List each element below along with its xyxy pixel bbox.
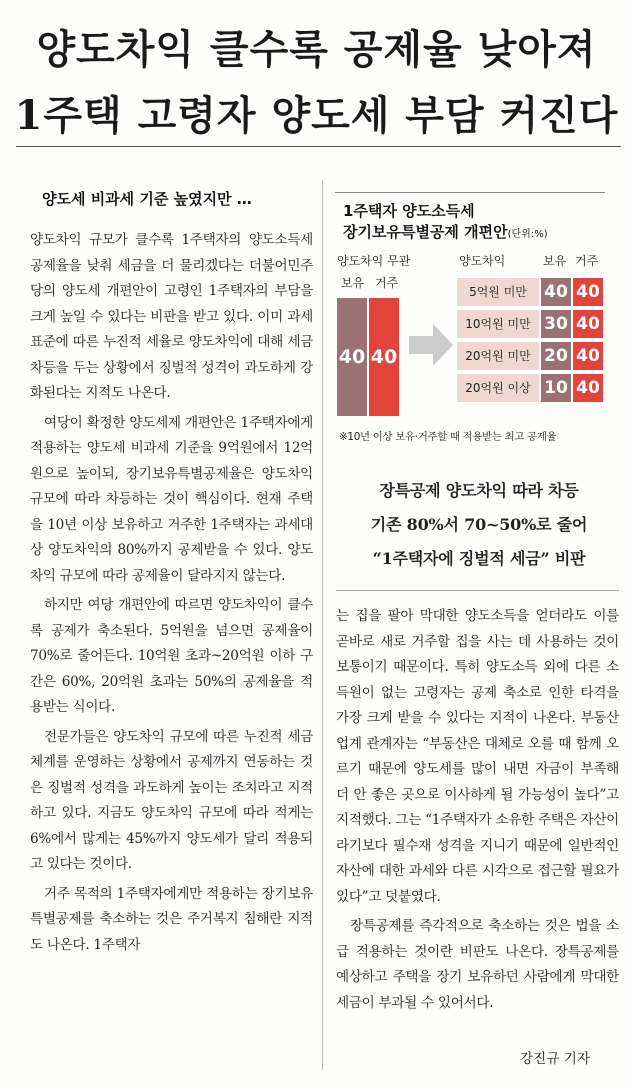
current-col-hold: 보유 xyxy=(341,276,365,290)
current-hold-bar: 40 xyxy=(337,298,367,416)
current-header: 양도차익 무관 xyxy=(337,254,411,268)
row-label: 10억원 미만 xyxy=(457,310,539,338)
pullquote-line2: 기존 80%서 70~50%로 줄어 xyxy=(370,515,588,534)
row-live-value: 40 xyxy=(573,342,603,370)
chart-title-line1: 1주택자 양도소득세 xyxy=(343,202,475,220)
subheadline: 양도세 비과세 기준 높였지만 … xyxy=(42,190,252,208)
headline-divider xyxy=(16,146,621,147)
article-body-left xyxy=(30,228,313,962)
paragraph: 전문가들은 양도차익 규모에 따른 누진적 세금 체계를 운영하는 상황에서 공제까지 연동하는 것은 징벌적 성격을 과도하게 높이는 조치라고 지적하고 있다. 지금도 양도차익 규모에 따라 적게는 6%에서 많게는 45%까지 양도세가 달리 적용되고 있다는 것이다. xyxy=(30,728,313,872)
paragraph: 는 집을 팔아 막대한 양도소득을 얻더라도 이를 곧바로 새로 거주할 집을 사는 데 사용하는 것이 보통이기 때문이다. 특히 양도소득 외에 다른 소득원이 없는 고령자는 공제 축소로 인한 타격을 가장 크게 받을 수 있다는 지적이 나온다. 부동산업계 관계자는 “부동산은 대체로 오를 때 함께 오르기 때문에 양도세를 많이 내면 자금이 부족해 더 안 좋은 곳으로 이사하게 될 가능성이 높다”고 지적했다. 그는 “1주택자가 소유한 주택은 자산이라기보다 필수재 성격을 지니기 때문에 일반적인 자산에 대한 과세와 다른 시각으로 접근할 필요가 있다”고 덧붙였다. xyxy=(336,608,619,905)
chart-unit: (단위:%) xyxy=(507,229,548,240)
current-col-live: 거주 xyxy=(375,276,399,290)
row-label: 5억원 미만 xyxy=(457,278,539,306)
row-live-value: 40 xyxy=(573,278,603,306)
headline-line2: 1주택 고령자 양도세 부담 커진다 xyxy=(14,92,619,139)
headline-line1: 양도차익 클수록 공제율 낮아져 xyxy=(36,26,597,73)
row-label: 20억원 미만 xyxy=(457,342,539,370)
pullquote-line1: 장특공제 양도차익 따라 차등 xyxy=(379,481,579,500)
row-live-value: 40 xyxy=(573,374,603,402)
new-col-hold: 보유 xyxy=(543,254,567,268)
paragraph: 장특공제를 즉각적으로 축소하는 것은 법을 소급 적용하는 것이란 비판도 나온다. 장특공제를 예상하고 주택을 장기 보유하던 사람에게 막대한 세금이 부과될 수 있어서다. xyxy=(336,918,619,1011)
row-live-value: 40 xyxy=(573,310,603,338)
chart-title-line2 xyxy=(343,221,548,242)
arrow-icon xyxy=(409,322,455,368)
byline: 강진규 기자 xyxy=(520,1051,590,1067)
article-body-right xyxy=(336,604,619,1020)
chart-note: ※10년 이상 보유·거주할 때 적용받는 최고 공제율 xyxy=(339,431,557,443)
paragraph: 하지만 여당 개편안에 따르면 양도차익이 클수록 공제가 축소된다. 5억원을 넘으면 공제율이 70%로 줄어든다. 10억원 초과~20억원 이하 구간은 60%, 20억원 초과는 50%의 공제율을 적용받는 식이다. xyxy=(30,597,313,715)
chart-top-rule xyxy=(335,192,605,193)
column-divider xyxy=(322,180,323,1070)
pullquote-divider xyxy=(336,590,619,591)
tax-deduction-chart xyxy=(335,192,605,450)
new-header: 양도차익 xyxy=(459,254,506,268)
row-label: 20억원 이상 xyxy=(457,374,539,402)
row-hold-value: 30 xyxy=(541,310,571,338)
chart-title-text: 장기보유특별공제 개편안 xyxy=(343,223,508,241)
new-col-live: 거주 xyxy=(575,254,599,268)
paragraph: 양도차익 규모가 클수록 1주택자의 양도소득세 공제율을 낮춰 세금을 더 물리겠다는 더불어민주당의 양도세 개편안이 고령인 1주택자의 부담을 크게 높일 수 있다는 비판을 받고 있다. 이미 과세표준에 따른 누진적 세율로 양도차익에 대해 세금 차등을 두는 상황에서 징벌적 성격이 과도하게 강화된다는 지적도 나온다. xyxy=(30,232,313,401)
paragraph: 거주 목적의 1주택자에게만 적용하는 장기보유특별공제를 축소하는 것은 주거복지 침해란 지적도 나온다. 1주택자 xyxy=(30,885,313,953)
row-hold-value: 20 xyxy=(541,342,571,370)
row-hold-value: 40 xyxy=(541,278,571,306)
paragraph: 여당이 확정한 양도세제 개편안은 1주택자에게 적용하는 양도세 비과세 기준을 9억원에서 12억원으로 높이되, 장기보유특별공제율은 양도차익 규모에 따라 차등하는 것이 핵심이다. 현재 주택을 10년 이상 보유하고 거주한 1주택자는 과세대상 양도차익의 80%까지 공제받을 수 있다. 양도차익 규모에 따라 공제율이 달라지지 않는다. xyxy=(30,414,313,584)
current-live-bar: 40 xyxy=(369,298,399,416)
row-hold-value: 10 xyxy=(541,374,571,402)
pullquote-line3: “1주택자에 징벌적 세금” 비판 xyxy=(372,549,586,568)
